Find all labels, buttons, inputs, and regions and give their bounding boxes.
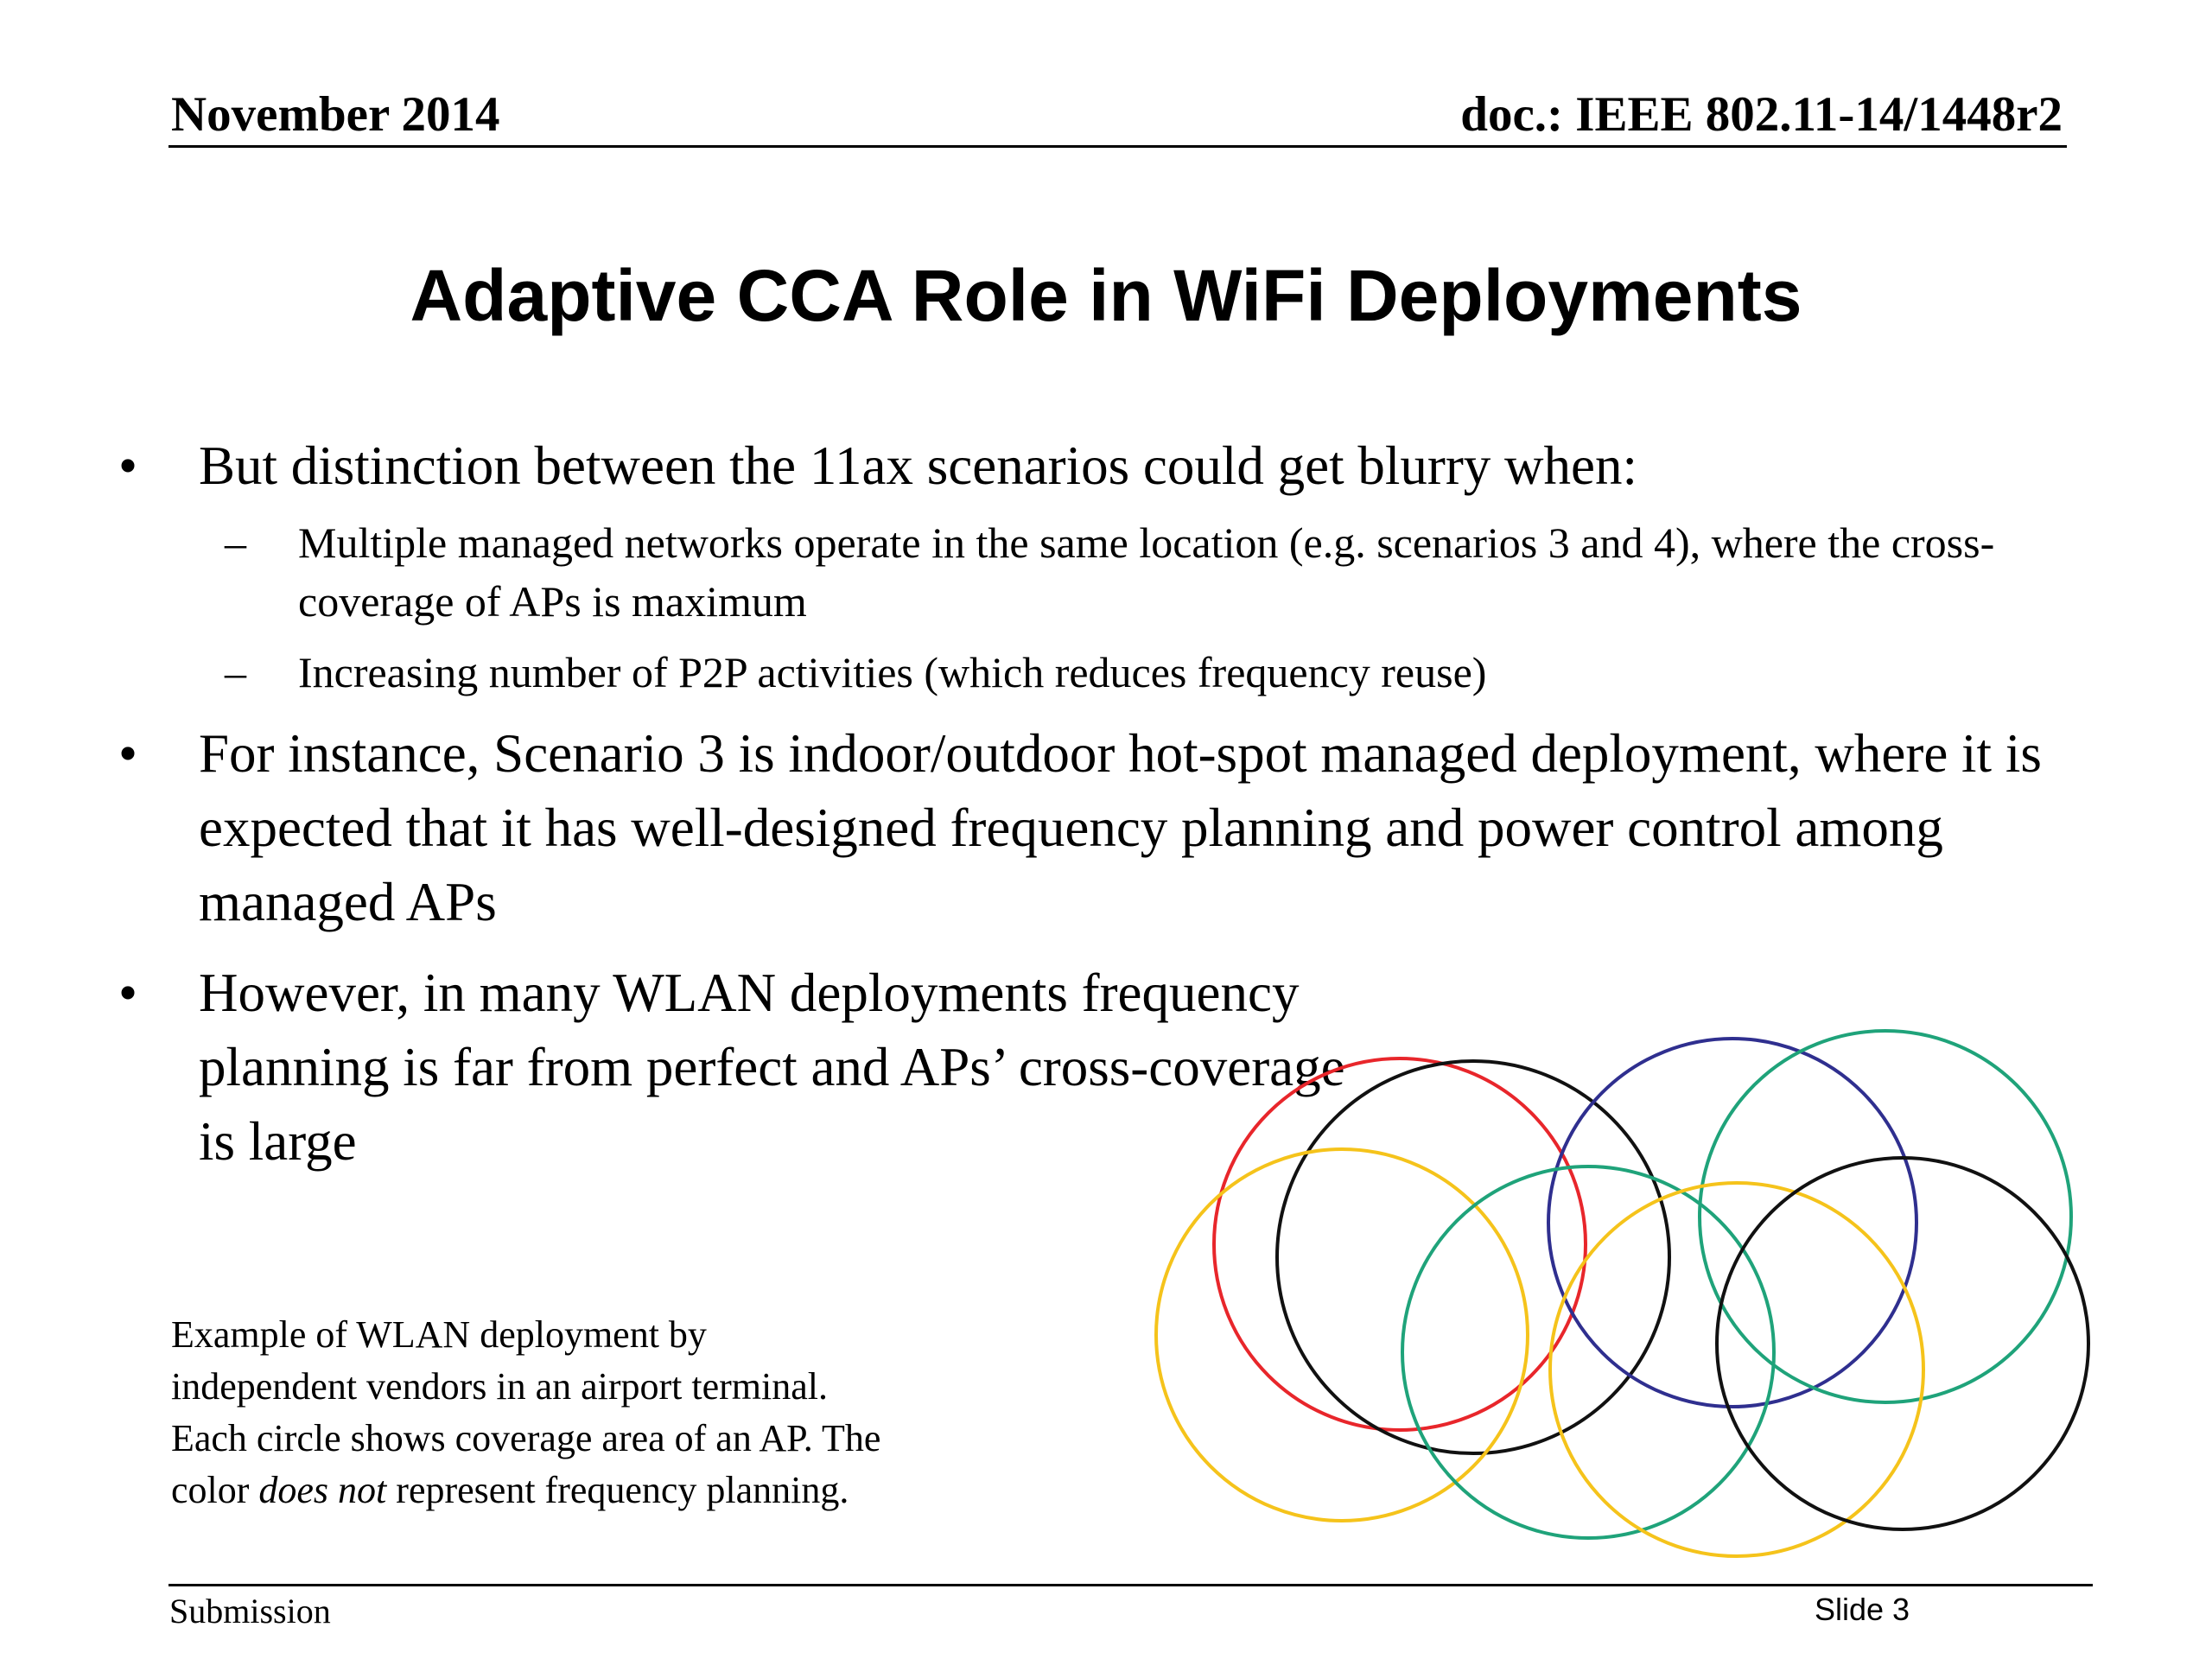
- caption-line-1: Example of WLAN deployment by: [171, 1313, 707, 1356]
- caption-emphasis: does not: [258, 1469, 387, 1511]
- ap-coverage-circle-1: [1214, 1058, 1586, 1430]
- ap-coverage-circle-2: [1277, 1061, 1669, 1453]
- diagram-caption: [171, 1309, 1044, 1516]
- ap-coverage-circle-3: [1156, 1149, 1528, 1521]
- bullet-symbol: •: [118, 435, 138, 496]
- ap-coverage-circle-5: [1700, 1031, 2071, 1402]
- footer-rule: [168, 1584, 2093, 1586]
- bullet-3-text: However, in many WLAN deployments frequency planning is far from perfect and APs’ cross-coverage is large: [199, 963, 1345, 1172]
- bullet-1-text: But distinction between the 11ax scenarios could get blurry when:: [199, 435, 1638, 496]
- sub-bullet-symbol: –: [225, 518, 246, 567]
- caption-line-4-post: represent frequency planning.: [386, 1469, 849, 1511]
- header-date: November 2014: [171, 87, 500, 142]
- caption-line-4-pre: color: [171, 1469, 259, 1511]
- footer-submission: Submission: [169, 1592, 331, 1630]
- bullet-symbol: •: [118, 723, 138, 784]
- bullet-2-text: For instance, Scenario 3 is indoor/outdoor hot-spot managed deployment, where it is expected that it has well-designed frequency planning and power control among managed APs: [199, 723, 2042, 932]
- sub-bullet-2-text: Increasing number of P2P activities (which reduces frequency reuse): [298, 648, 1487, 696]
- caption-line-2: independent vendors in an airport terminal.: [171, 1365, 828, 1408]
- footer-slide-number: Slide 3: [1815, 1592, 1910, 1627]
- sub-bullet-1-text: Multiple managed networks operate in the same location (e.g. scenarios 3 and 4), where the cross-coverage of APs is maximum: [298, 518, 1995, 626]
- caption-line-4: [171, 1465, 1044, 1516]
- slide-title: Adaptive CCA Role in WiFi Deployments: [410, 255, 1802, 336]
- ap-coverage-circle-4: [1548, 1039, 1916, 1407]
- caption-line-3: Each circle shows coverage area of an AP. The: [171, 1417, 881, 1459]
- bullet-symbol: •: [118, 963, 138, 1023]
- sub-bullet-symbol: –: [225, 648, 246, 696]
- header-doc-id: doc.: IEEE 802.11-14/1448r2: [1460, 87, 2063, 142]
